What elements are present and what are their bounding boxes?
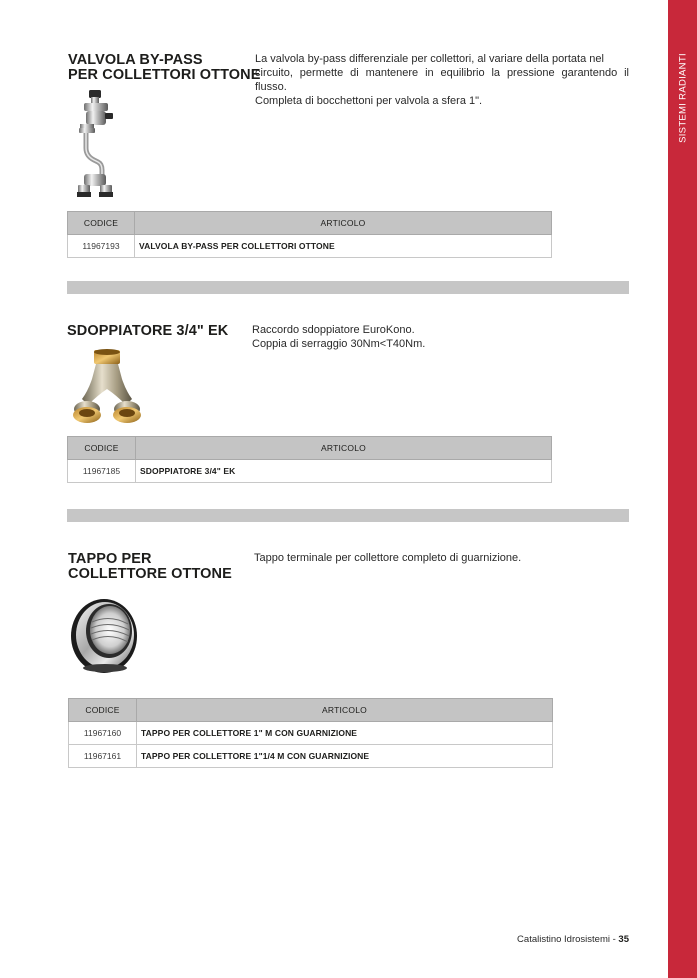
row-code: 11967185: [68, 460, 136, 483]
page-footer: [517, 934, 629, 945]
section-2-desc-line-1: Raccordo sdoppiatore EuroKono.: [252, 324, 415, 336]
section-1-table: [67, 211, 552, 258]
section-3-table: [68, 698, 553, 768]
section-2-desc-line-2: Coppia di serraggio 30Nm<T40Nm.: [252, 338, 426, 350]
section-1-title-line-2: PER COLLETTORI OTTONE: [68, 67, 261, 83]
page-number: 35: [618, 934, 629, 945]
section-2-description: [252, 323, 629, 351]
table-header-row: [68, 212, 552, 235]
section-3-title: [68, 552, 232, 582]
side-label: SISTEMI RADIANTI: [677, 53, 688, 143]
footer-catalog-name: Catalistino Idrosistemi -: [517, 934, 619, 945]
section-3-title-line-1: TAPPO PER: [68, 551, 152, 567]
row-code: 11967161: [69, 745, 137, 768]
table-row: [69, 722, 553, 745]
col-header-codice: CODICE: [68, 437, 136, 460]
row-article: SDOPPIATORE 3/4" EK: [136, 460, 552, 483]
table-row: [68, 235, 552, 258]
table-header-row: [69, 699, 553, 722]
row-code: 11967160: [69, 722, 137, 745]
section-3-desc-line-1: Tappo terminale per collettore completo di guarnizione.: [254, 552, 522, 564]
section-3-description: [254, 551, 629, 565]
col-header-articolo: ARTICOLO: [137, 699, 553, 722]
section-divider-2: [67, 509, 629, 522]
table-header-row: [68, 437, 552, 460]
section-divider-1: [67, 281, 629, 294]
collector-cap-image: [68, 594, 142, 676]
section-1-desc-line-1: La valvola by-pass differenziale per collettori, al variare della portata nel: [255, 53, 604, 65]
section-3-title-line-2: COLLETTORE OTTONE: [68, 566, 232, 582]
table-row: [68, 460, 552, 483]
bypass-valve-image: [76, 88, 116, 200]
section-2-title-line-1: SDOPPIATORE 3/4" EK: [67, 323, 229, 339]
side-label-container: [668, 0, 697, 200]
row-code: 11967193: [68, 235, 135, 258]
row-article: VALVOLA BY-PASS PER COLLETTORI OTTONE: [135, 235, 552, 258]
section-1-desc-line-3: Completa di bocchettoni per valvola a sfera 1".: [255, 95, 483, 107]
section-2-title: [67, 324, 228, 339]
splitter-fitting-image: [70, 347, 144, 427]
section-1-title-line-1: VALVOLA BY-PASS: [68, 52, 203, 68]
section-1-description: [255, 52, 629, 108]
section-1-desc-line-2: circuito, permette di mantenere in equilibrio la pressione garantendo il flusso.: [255, 67, 629, 93]
col-header-codice: CODICE: [68, 212, 135, 235]
row-article: TAPPO PER COLLETTORE 1" M CON GUARNIZIONE: [137, 722, 553, 745]
col-header-articolo: ARTICOLO: [135, 212, 552, 235]
row-article: TAPPO PER COLLETTORE 1"1/4 M CON GUARNIZIONE: [137, 745, 553, 768]
col-header-articolo: ARTICOLO: [136, 437, 552, 460]
col-header-codice: CODICE: [69, 699, 137, 722]
table-row: [69, 745, 553, 768]
section-2-table: [67, 436, 552, 483]
section-1-title: [68, 53, 261, 83]
